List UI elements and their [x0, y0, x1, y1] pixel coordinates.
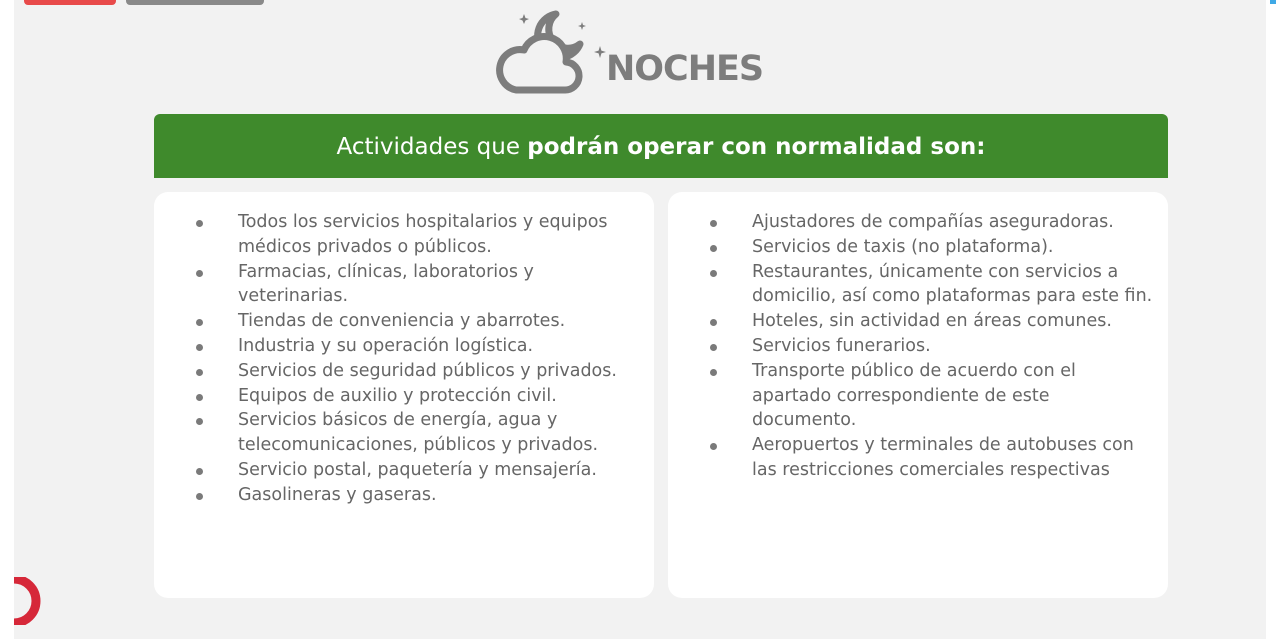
bullet-icon	[196, 369, 203, 376]
bullet-icon	[710, 369, 717, 376]
banner-text-bold: podrán operar con normalidad son:	[527, 134, 986, 160]
list-item: Servicios de seguridad públicos y privados.	[154, 359, 654, 384]
list-item: Hoteles, sin actividad en áreas comunes.	[668, 309, 1168, 334]
left-activities-card	[154, 192, 654, 598]
list-item: Aeropuertos y terminales de autobuses con las restricciones comerciales respectivas	[668, 433, 1168, 483]
list-item: Tiendas de conveniencia y abarrotes.	[154, 309, 654, 334]
moon-cloud-icon	[494, 10, 588, 96]
bullet-icon	[196, 418, 203, 425]
right-activities-card	[668, 192, 1168, 598]
list-item: Equipos de auxilio y protección civil.	[154, 384, 654, 409]
banner-text-regular: Actividades que	[336, 134, 528, 160]
section-banner	[154, 114, 1168, 178]
bullet-icon	[196, 493, 203, 500]
list-item: Farmacias, clínicas, laboratorios y veterinarias.	[154, 260, 654, 310]
list-item: Servicio postal, paquetería y mensajería.	[154, 458, 654, 483]
right-activities-list	[668, 192, 1168, 483]
bullet-icon	[710, 344, 717, 351]
page-title: NOCHES	[606, 49, 764, 89]
list-item: Restaurantes, únicamente con servicios a domicilio, así como plataformas para este fin.	[668, 260, 1168, 310]
list-item: Industria y su operación logística.	[154, 334, 654, 359]
list-item: Servicios funerarios.	[668, 334, 1168, 359]
bullet-icon	[196, 319, 203, 326]
bullet-icon	[710, 220, 717, 227]
list-item: Ajustadores de compañías aseguradoras.	[668, 210, 1168, 235]
list-item: Transporte público de acuerdo con el apartado correspondiente de este documento.	[668, 359, 1168, 433]
bullet-icon	[196, 394, 203, 401]
bullet-icon	[196, 344, 203, 351]
sparkle-icon	[594, 46, 606, 58]
bullet-icon	[710, 319, 717, 326]
list-item: Todos los servicios hospitalarios y equipos médicos privados o públicos.	[154, 210, 654, 260]
bullet-icon	[710, 270, 717, 277]
bullet-icon	[196, 468, 203, 475]
bullet-icon	[710, 443, 717, 450]
left-activities-list	[154, 192, 654, 508]
top-red-tab	[24, 0, 116, 5]
bullet-icon	[196, 220, 203, 227]
top-blue-marker	[1270, 0, 1276, 4]
list-item: Servicios de taxis (no plataforma).	[668, 235, 1168, 260]
top-gray-tab	[126, 0, 264, 5]
bullet-icon	[710, 245, 717, 252]
brand-logo-icon	[12, 577, 42, 625]
bullet-icon	[196, 270, 203, 277]
list-item: Servicios básicos de energía, agua y telecomunicaciones, públicos y privados.	[154, 408, 654, 458]
list-item: Gasolineras y gaseras.	[154, 483, 654, 508]
